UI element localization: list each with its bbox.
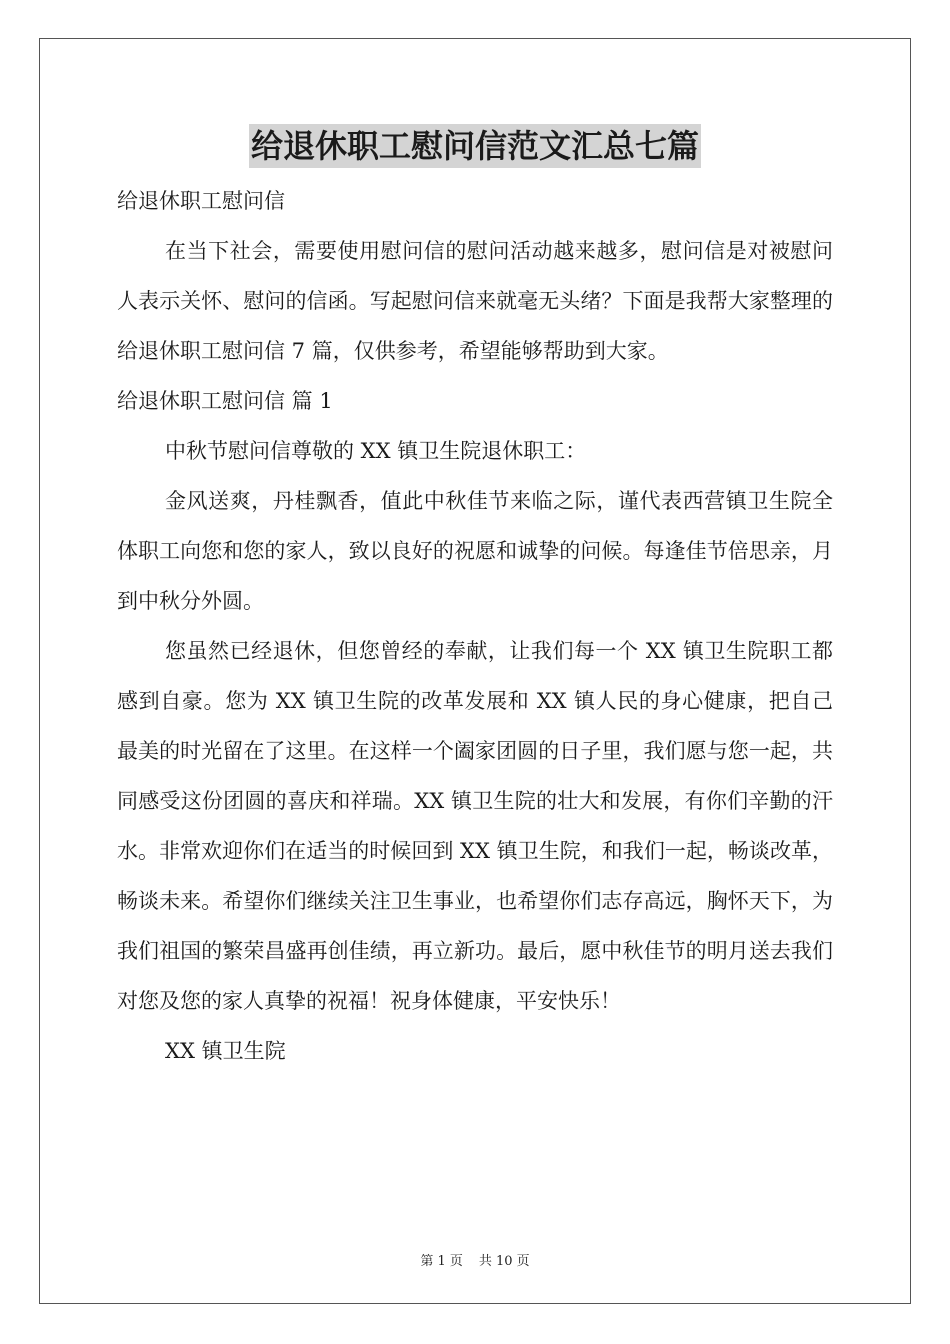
title-container xyxy=(0,124,950,168)
page-total: 共 10 页 xyxy=(478,1254,530,1269)
letter-salutation: 中秋节慰问信尊敬的 XX 镇卫生院退休职工： xyxy=(165,439,587,463)
section-heading: 给退休职工慰问信 xyxy=(117,189,285,213)
page-number: 第 1 页 xyxy=(420,1254,463,1269)
section-heading: 给退休职工慰问信 篇 1 xyxy=(117,389,333,413)
intro-paragraph: 在当下社会，需要使用慰问信的慰问活动越来越多，慰问信是对被慰问人表示关怀、慰问的信函。写起慰问信来就毫无头绪？下面是我帮大家整理的给退休职工慰问信 7 篇，仅供参考，希望能够帮助到大家。 xyxy=(117,239,833,363)
document-title: 给退休职工慰问信范文汇总七篇 xyxy=(249,124,701,168)
document-body xyxy=(117,176,833,1076)
body-paragraph: 您虽然已经退休，但您曾经的奉献，让我们每一个 XX 镇卫生院职工都感到自豪。您为 XX 镇卫生院的改革发展和 XX 镇人民的身心健康，把自己最美的时光留在了这里。在这样一个阖家团圆的日子里，我们愿与您一起，共同感受这份团圆的喜庆和祥瑞。XX 镇卫生院的壮大和发展，有你们辛勤的汗水。非常欢迎你们在适当的时候回到 XX 镇卫生院，和我们一起，畅谈改革，畅谈未来。希望你们继续关注卫生事业，也希望你们志存高远，胸怀天下，为我们祖国的繁荣昌盛再创佳绩，再立新功。最后，愿中秋佳节的明月送去我们对您及您的家人真挚的祝福！祝身体健康，平安快乐！ xyxy=(117,639,833,1013)
page-footer xyxy=(0,1250,950,1269)
body-paragraph: 金风送爽，丹桂飘香，值此中秋佳节来临之际，谨代表西营镇卫生院全体职工向您和您的家人，致以良好的祝愿和诚挚的问候。每逢佳节倍思亲，月到中秋分外圆。 xyxy=(117,489,833,613)
letter-signature: XX 镇卫生院 xyxy=(165,1039,286,1063)
